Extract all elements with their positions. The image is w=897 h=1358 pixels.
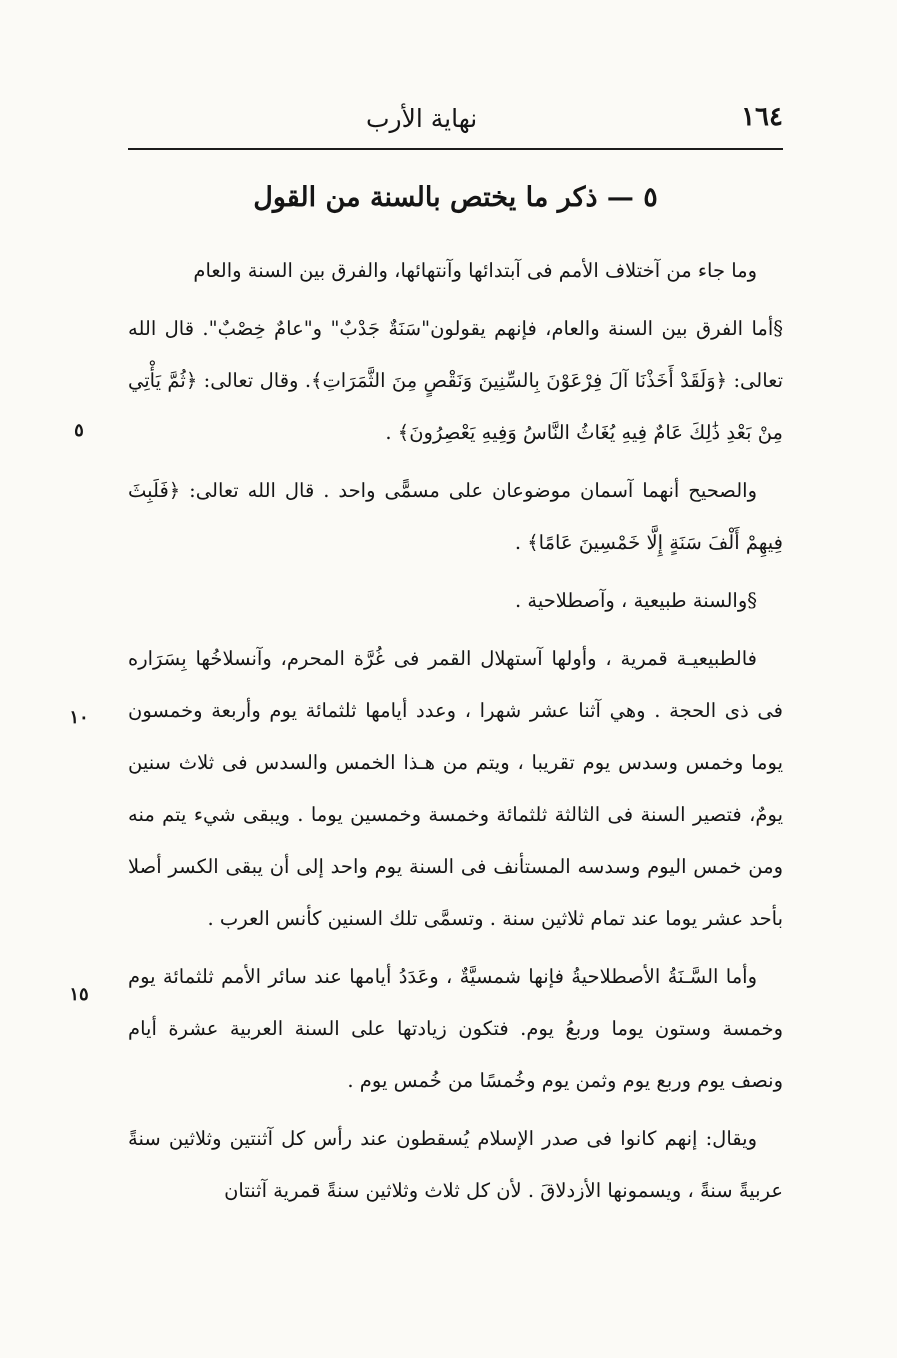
page-number: ١٦٤ [741,102,783,132]
paragraph-solar-year: وأما السَّـنَةُ الأصطلاحيةُ فإنها شمسيَّةٌ ، وعَدَدُ أيامها عند سائر الأمم ثلثمائة يوم وخمسة وستون يوما وربعُ يوم. فتكون زيادتها على السنة العربية عشرة أيام ونصف يوم وربع يوم وثمن يوم وخُمسًا من خُمس يوم . [128,965,783,1092]
paragraph-islamic-practice: ويقال: إنهم كانوا فى صدر الإسلام يُسقطون عند رأس كل آثنتين وثلاثين سنةً عربيةً سنةً ، ويسمونها الأزدلاقَ . لأن كل ثلاث وثلاثين سنةً قمرية آثنتان [128,1127,783,1202]
section-heading: ٥ — ذكر ما يختص بالسنة من القول [253,182,658,213]
body-text [128,245,783,1223]
paragraph-subtitle: وما جاء من آختلاف الأمم فى آبتدائها وآنتهائها، والفرق بين السنة والعام [193,259,757,282]
margin-line-number-5: ٥ [74,420,84,441]
margin-line-number-10: ١٠ [69,707,89,728]
paragraph-types: §والسنة طبيعية ، وآصطلاحية . [515,589,757,612]
margin-line-number-15: ١٥ [69,984,89,1005]
header-rule [128,148,783,150]
paragraph-correct-view: والصحيح أنهما آسمان موضوعان على مسمًّى واحد . قال الله تعالى: ﴿فَلَبِثَ فِيهِمْ أَلْفَ سَنَةٍ إِلَّا خَمْسِينَ عَامًا﴾ . [128,479,783,554]
paragraph-difference: §أما الفرق بين السنة والعام، فإنهم يقولون"سَنَةٌ جَدْبٌ" و"عامٌ خِصْبٌ". قال الله تعالى: ﴿وَلَقَدْ أَخَذْنَا آلَ فِرْعَوْنَ بِالسِّنِينَ وَنَقْصٍ مِنَ الثَّمَرَاتِ﴾. وقال تعالى: ﴿ثُمَّ يَأْتِي مِنْ بَعْدِ ذَٰلِكَ عَامٌ فِيهِ يُغَاثُ النَّاسُ وَفِيهِ يَعْصِرُونَ﴾ . [128,317,783,444]
page-header [128,96,783,146]
running-title: نهاية الأرب [366,104,478,133]
paragraph-lunar-year: فالطبيعيـة قمرية ، وأولها آستهلال القمر فى غُرَّة المحرم، وآنسلاخُها بِسَرَاره فى ذى الحجة . وهي آثنا عشر شهرا ، وعدد أيامها ثلثمائة يوم وأربعة وخمسون يوما وخمس وسدس يوم تقريبا ، ويتم من هـذا الخمس والسدس فى ثلاث سنين يومٌ، فتصير السنة فى الثالثة ثلثمائة وخمسة وخمسين يوما . ويبقى شيء يتم منه ومن خمس اليوم وسدسه المستأنف فى السنة يوم واحد إلى أن يبقى الكسر أصلا بأحد عشر يوما عند تمام ثلاثين سنة . وتسمَّى تلك السنين كأنس العرب . [128,647,783,930]
